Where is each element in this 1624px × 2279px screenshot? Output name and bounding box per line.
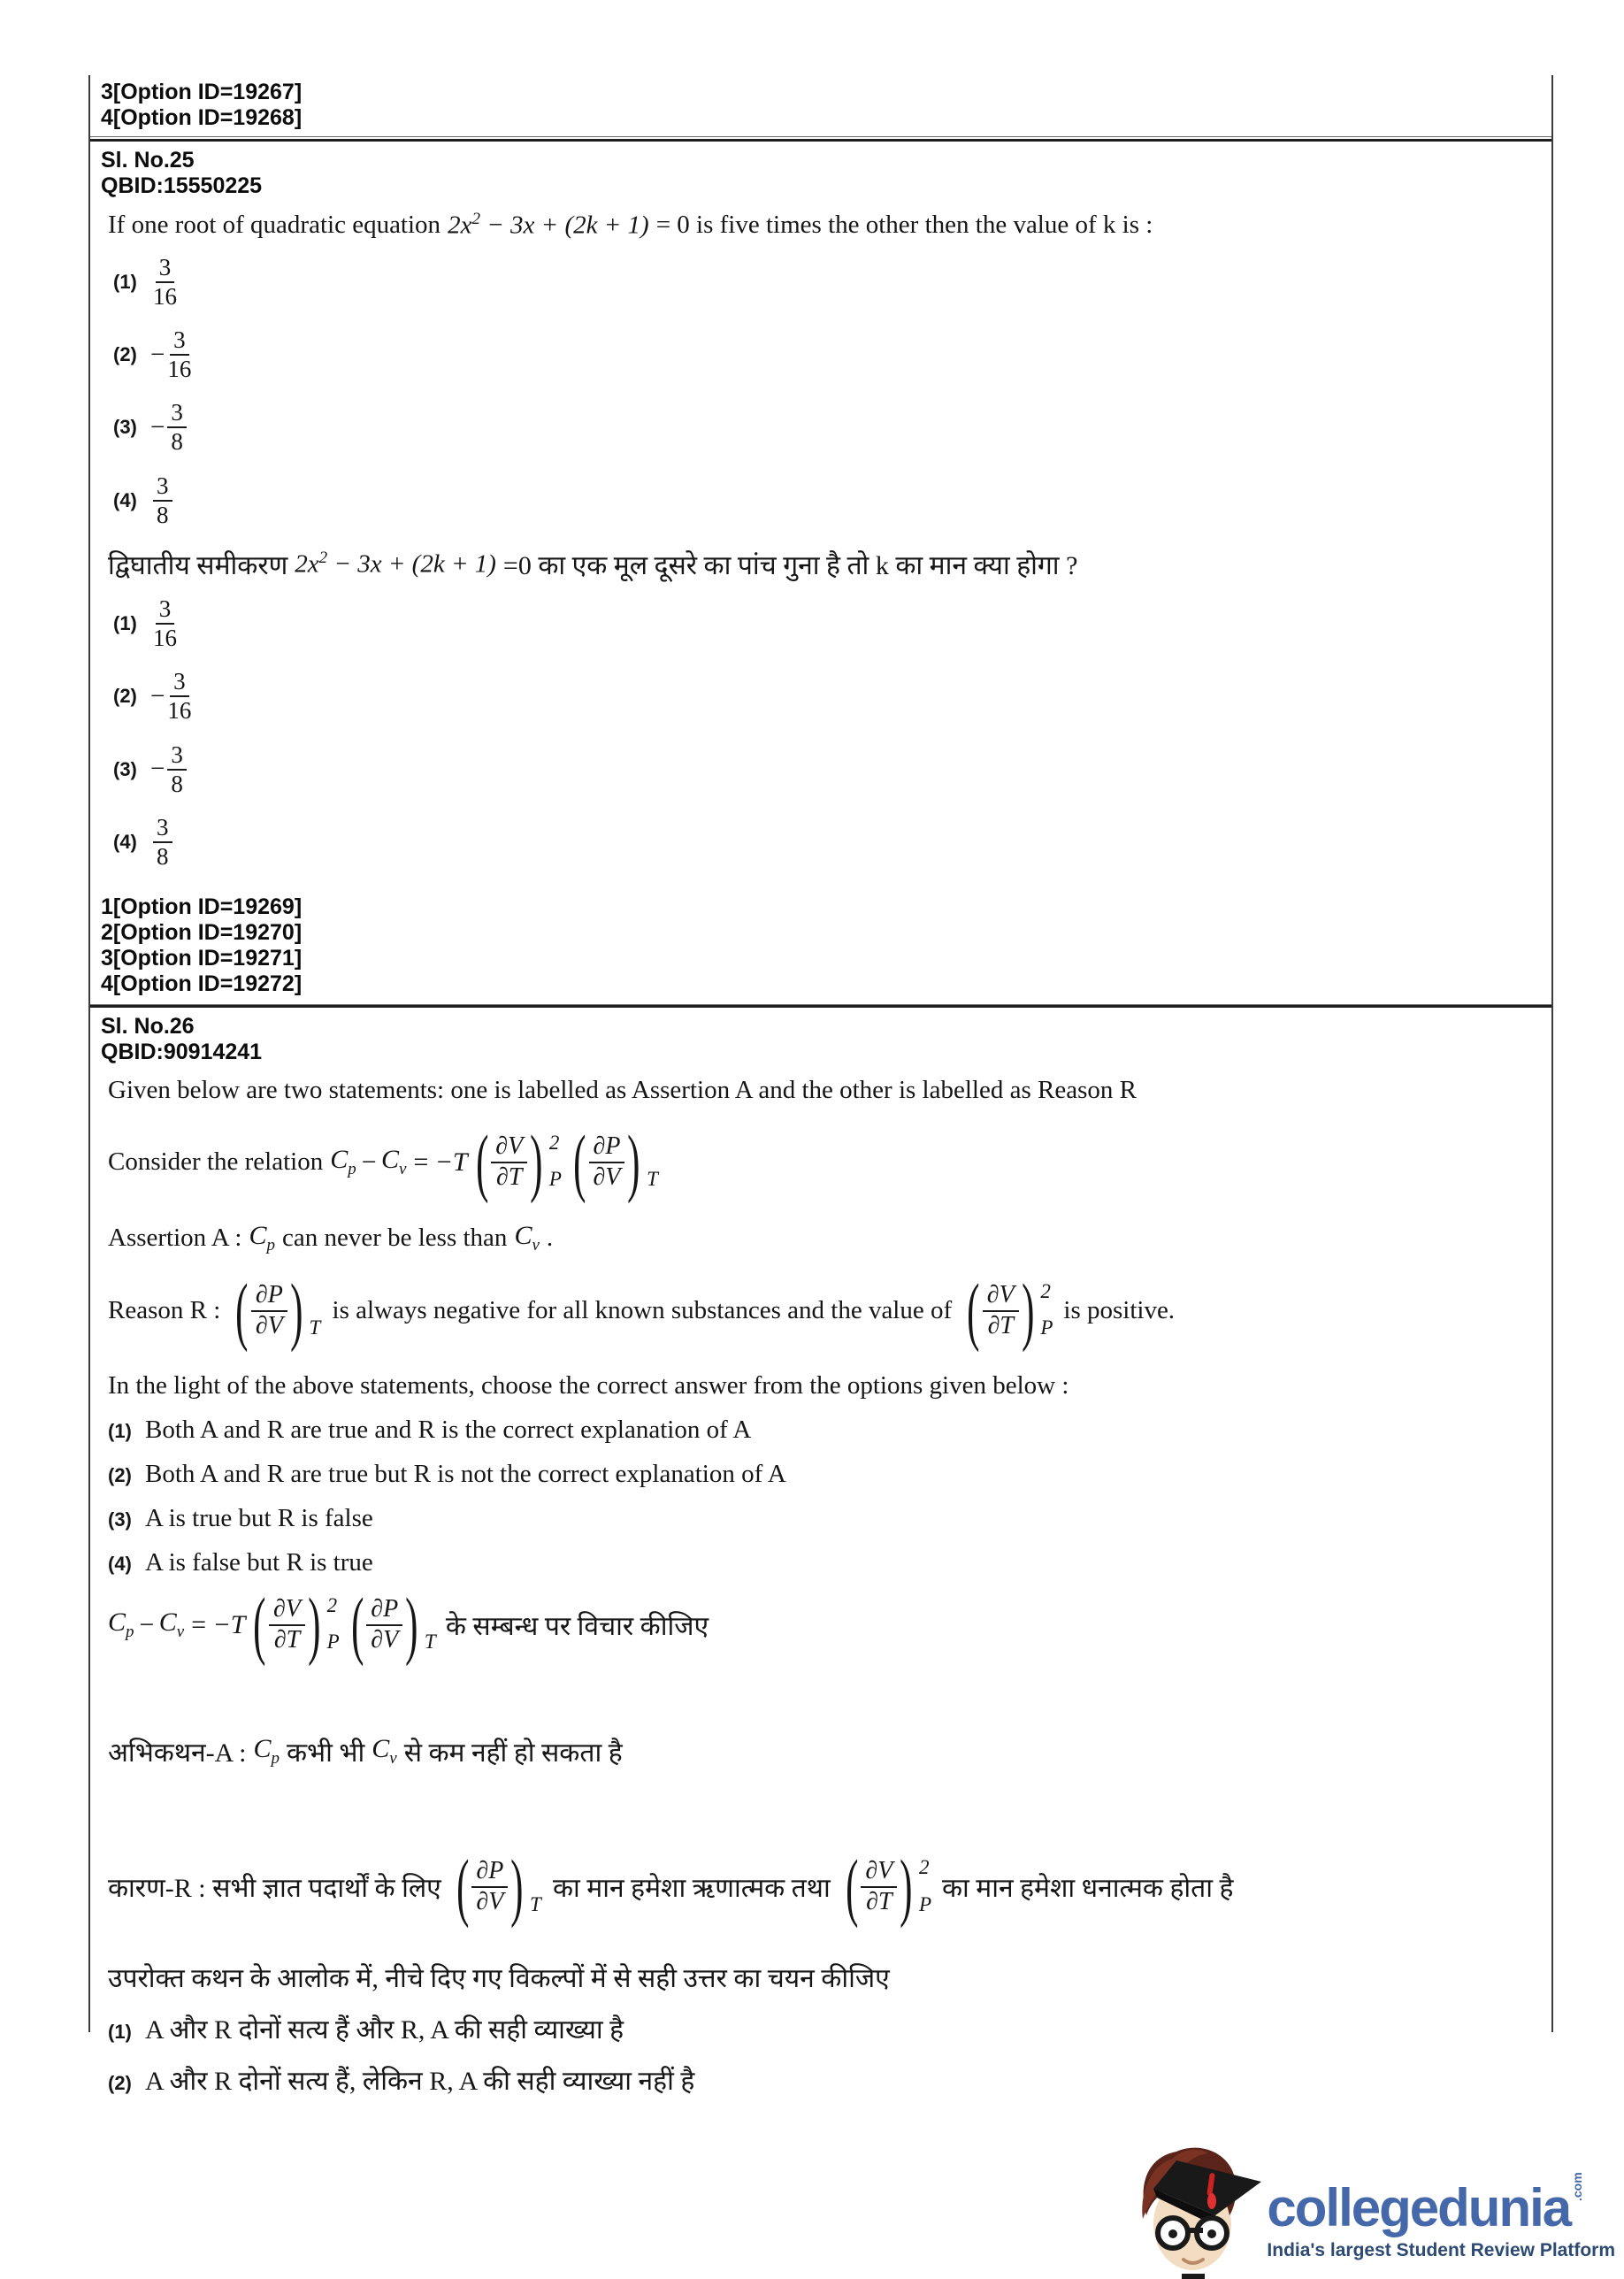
fraction-value: $\frac{3}{16}$	[167, 668, 192, 725]
left-paren: (	[456, 1844, 470, 1930]
question-25-options-en	[101, 255, 1541, 528]
right-paren: )	[530, 1119, 543, 1205]
option-text: A is false but R is true	[145, 1548, 373, 1577]
partial-dV-dT-squared-P: ( $\frac{\partial V}{\partial T}$ ) 2 P	[845, 1844, 932, 1930]
partial-dP-dV-T: ( $\frac{\partial P}{\partial V}$ ) T	[456, 1844, 541, 1930]
option-label: (2)	[113, 343, 137, 366]
serial-number: Sl. No.26	[101, 1014, 195, 1040]
question-table	[88, 75, 1553, 2096]
right-paren: )	[308, 1582, 321, 1668]
relation-post-hi: के सम्बन्ध पर विचार कीजिए	[445, 1612, 709, 1642]
cp-symbol: $C_p$	[249, 1221, 275, 1255]
option-row	[101, 2061, 1541, 2098]
option-row	[101, 1416, 1541, 1445]
question-26-options-hi	[101, 2010, 1541, 2098]
brand-tld: .com	[1570, 2172, 1585, 2201]
right-paren: )	[1021, 1268, 1035, 1354]
option-row	[101, 1504, 1541, 1533]
option-row	[101, 815, 1541, 870]
minus-sign: −	[150, 755, 165, 784]
option-label: (1)	[108, 2020, 132, 2043]
question-post: = 0 is five times the other then the value of k is :	[655, 210, 1153, 239]
brand-name: collegedunia	[1267, 2178, 1571, 2237]
brand-row	[1267, 2172, 1615, 2237]
minus-operator: −	[137, 1609, 156, 1639]
fraction-value: $\frac{3}{8}$	[167, 742, 187, 797]
option-label: (2)	[108, 1464, 132, 1487]
section-divider	[90, 136, 1551, 142]
right-paren: )	[627, 1119, 640, 1205]
option-id-line: 4[Option ID=19272]	[101, 971, 303, 997]
option-label: (3)	[113, 416, 137, 439]
cp-symbol: $C_p$	[330, 1145, 356, 1179]
negative-T: −T	[212, 1609, 246, 1639]
question-25-options-hi	[101, 596, 1541, 870]
option-label: (3)	[113, 757, 137, 780]
left-paren: (	[350, 1582, 364, 1668]
reason-en: Reason R : ( $\frac{\partial P}{\partial V}$ ) T is always negative for all known substances and the value of ( $\frac{\partial V}{\partial T}$ ) 2 P is positive.	[108, 1268, 1176, 1354]
minus-sign: −	[150, 412, 165, 441]
right-paren: )	[290, 1268, 303, 1354]
equals-sign: =	[411, 1147, 430, 1177]
option-id-line: 4[Option ID=19268]	[101, 105, 303, 130]
option-text: Both A and R are true and R is the correct explanation of A	[145, 1416, 752, 1445]
option-row	[101, 400, 1541, 455]
fraction-value: $\frac{3}{8}$	[153, 815, 172, 870]
fraction-value: $\frac{3}{16}$	[153, 253, 177, 310]
minus-sign: −	[150, 681, 165, 710]
partial-dV-dT-squared-P: ( $\frac{\partial V}{\partial T}$ ) 2 P	[253, 1582, 340, 1668]
option-text: A is true but R is false	[145, 1504, 373, 1533]
minus-sign: −	[150, 340, 165, 369]
previous-question-option-ids	[101, 75, 1541, 131]
question-25-text-hi	[101, 546, 1541, 582]
cp-symbol: $C_p$	[253, 1734, 280, 1769]
partial-dV-dT-squared-P: ( $\frac{\partial V}{\partial T}$ ) 2 P	[967, 1268, 1053, 1354]
left-paren: (	[845, 1844, 859, 1930]
option-label: (2)	[108, 2071, 132, 2094]
section-divider	[90, 1004, 1551, 1008]
option-text: A और R दोनों सत्य हैं, लेकिन R, A की सही व्याख्या नहीं है	[145, 2066, 695, 2096]
right-paren: )	[405, 1582, 418, 1668]
option-text: A और R दोनों सत्य हैं और R, A की सही व्याख्या है	[145, 2014, 624, 2045]
left-paren: (	[573, 1119, 586, 1205]
fraction-value: $\frac{3}{16}$	[167, 326, 192, 383]
partial-dP-dV-T: ( $\frac{\partial P}{\partial V}$ ) T	[573, 1119, 658, 1205]
option-row	[101, 473, 1541, 528]
question-25-text-en	[101, 210, 1541, 241]
question-26-intro: Given below are two statements: one is labelled as Assertion A and the other is labelled as Reason R	[108, 1076, 1137, 1105]
right-paren: )	[900, 1844, 913, 1930]
collegedunia-logo	[1130, 2134, 1615, 2279]
question-26	[101, 1014, 1541, 2097]
consider-label: Consider the relation	[108, 1147, 324, 1177]
partial-dP-dV-T: ( $\frac{\partial P}{\partial V}$ ) T	[235, 1268, 321, 1354]
option-id-line: 3[Option ID=19267]	[101, 80, 303, 104]
question-25-option-ids	[101, 894, 1541, 997]
cv-symbol: $C_v$	[372, 1734, 397, 1769]
serial-number: Sl. No.25	[101, 148, 195, 173]
reason-hi: कारण-R : सभी ज्ञात पदार्थों के लिए ( $\frac{\partial P}{\partial V}$ ) T का मान हमेशा ऋणात्मक तथा ( $\frac{\partial V}{\partial T}$ ) 2 P का मान हमेशा धनात्मक होता है	[108, 1844, 1234, 1930]
cv-symbol: $C_v$	[514, 1221, 540, 1255]
assertion-en: Assertion A : $C_p$ can never be less than $C_v$ .	[108, 1221, 554, 1255]
option-row	[101, 255, 1541, 310]
question-25-header	[101, 148, 1541, 199]
quadratic-equation: $2x^2 - 3x + (2k + 1)$	[295, 549, 496, 579]
question-post-hi: =0 का एक मूल दूसरे का पांच गुना है तो k का मान क्या होगा ?	[502, 550, 1078, 580]
relation-row-en	[101, 1119, 1541, 1205]
option-label: (2)	[113, 685, 137, 708]
option-row	[101, 669, 1541, 724]
option-label: (4)	[108, 1553, 132, 1576]
partial-dV-dT-squared-P: ( $\frac{\partial V}{\partial T}$ ) 2 P	[475, 1119, 562, 1205]
option-row	[101, 327, 1541, 382]
option-label: (1)	[108, 1420, 132, 1443]
option-row	[101, 1548, 1541, 1577]
collegedunia-mascot-icon	[1130, 2134, 1263, 2279]
negative-T: −T	[434, 1147, 468, 1177]
brand-tagline: India's largest Student Review Platform	[1267, 2240, 1615, 2260]
option-row	[101, 1460, 1541, 1489]
partial-dP-dV-T: ( $\frac{\partial P}{\partial V}$ ) T	[350, 1582, 436, 1668]
cv-symbol: $C_v$	[158, 1608, 185, 1642]
left-paren: (	[253, 1582, 266, 1668]
qbid: QBID:15550225	[101, 173, 263, 198]
fraction-value: $\frac{3}{8}$	[153, 473, 172, 528]
quadratic-equation: $2x^2 - 3x + (2k + 1)$	[448, 210, 649, 240]
option-id-line: 2[Option ID=19270]	[101, 920, 303, 946]
option-id-line: 1[Option ID=19269]	[101, 894, 303, 920]
light-statement-hi: उपरोक्त कथन के आलोक में, नीचे दिए गए विकल्पों में से सही उत्तर का चयन कीजिए	[108, 1963, 890, 1993]
question-pre-hi: द्विघातीय समीकरण	[108, 550, 288, 580]
question-26-header	[101, 1014, 1541, 1065]
option-row	[101, 2010, 1541, 2046]
option-label: (3)	[108, 1508, 132, 1531]
left-paren: (	[967, 1268, 980, 1354]
fraction-value: $\frac{3}{16}$	[153, 595, 177, 652]
option-label: (4)	[113, 831, 137, 853]
option-label: (1)	[113, 612, 137, 635]
option-row	[101, 596, 1541, 651]
option-id-line: 3[Option ID=19271]	[101, 946, 303, 971]
cv-symbol: $C_v$	[380, 1145, 407, 1179]
right-paren: )	[510, 1844, 524, 1930]
option-row	[101, 742, 1541, 797]
minus-operator: −	[359, 1147, 378, 1177]
cp-symbol: $C_p$	[108, 1608, 134, 1642]
left-paren: (	[475, 1119, 489, 1205]
option-label: (1)	[113, 270, 137, 293]
relation-row-hi	[101, 1582, 1541, 1668]
question-pre: If one root of quadratic equation	[108, 210, 441, 239]
equals-sign: =	[189, 1609, 208, 1639]
logo-text-block	[1267, 2172, 1615, 2279]
option-text: Both A and R are true but R is not the correct explanation of A	[145, 1460, 786, 1489]
qbid: QBID:90914241	[101, 1040, 263, 1065]
light-statement-en: In the light of the above statements, choose the correct answer from the options given below :	[108, 1371, 1069, 1400]
question-25	[101, 148, 1541, 997]
question-26-options-en	[101, 1416, 1541, 1577]
fraction-value: $\frac{3}{8}$	[167, 400, 187, 455]
option-label: (4)	[113, 488, 137, 511]
left-paren: (	[235, 1268, 249, 1354]
assertion-hi: अभिकथन-A : $C_p$ कभी भी $C_v$ से कम नहीं हो सकता है	[108, 1734, 623, 1769]
